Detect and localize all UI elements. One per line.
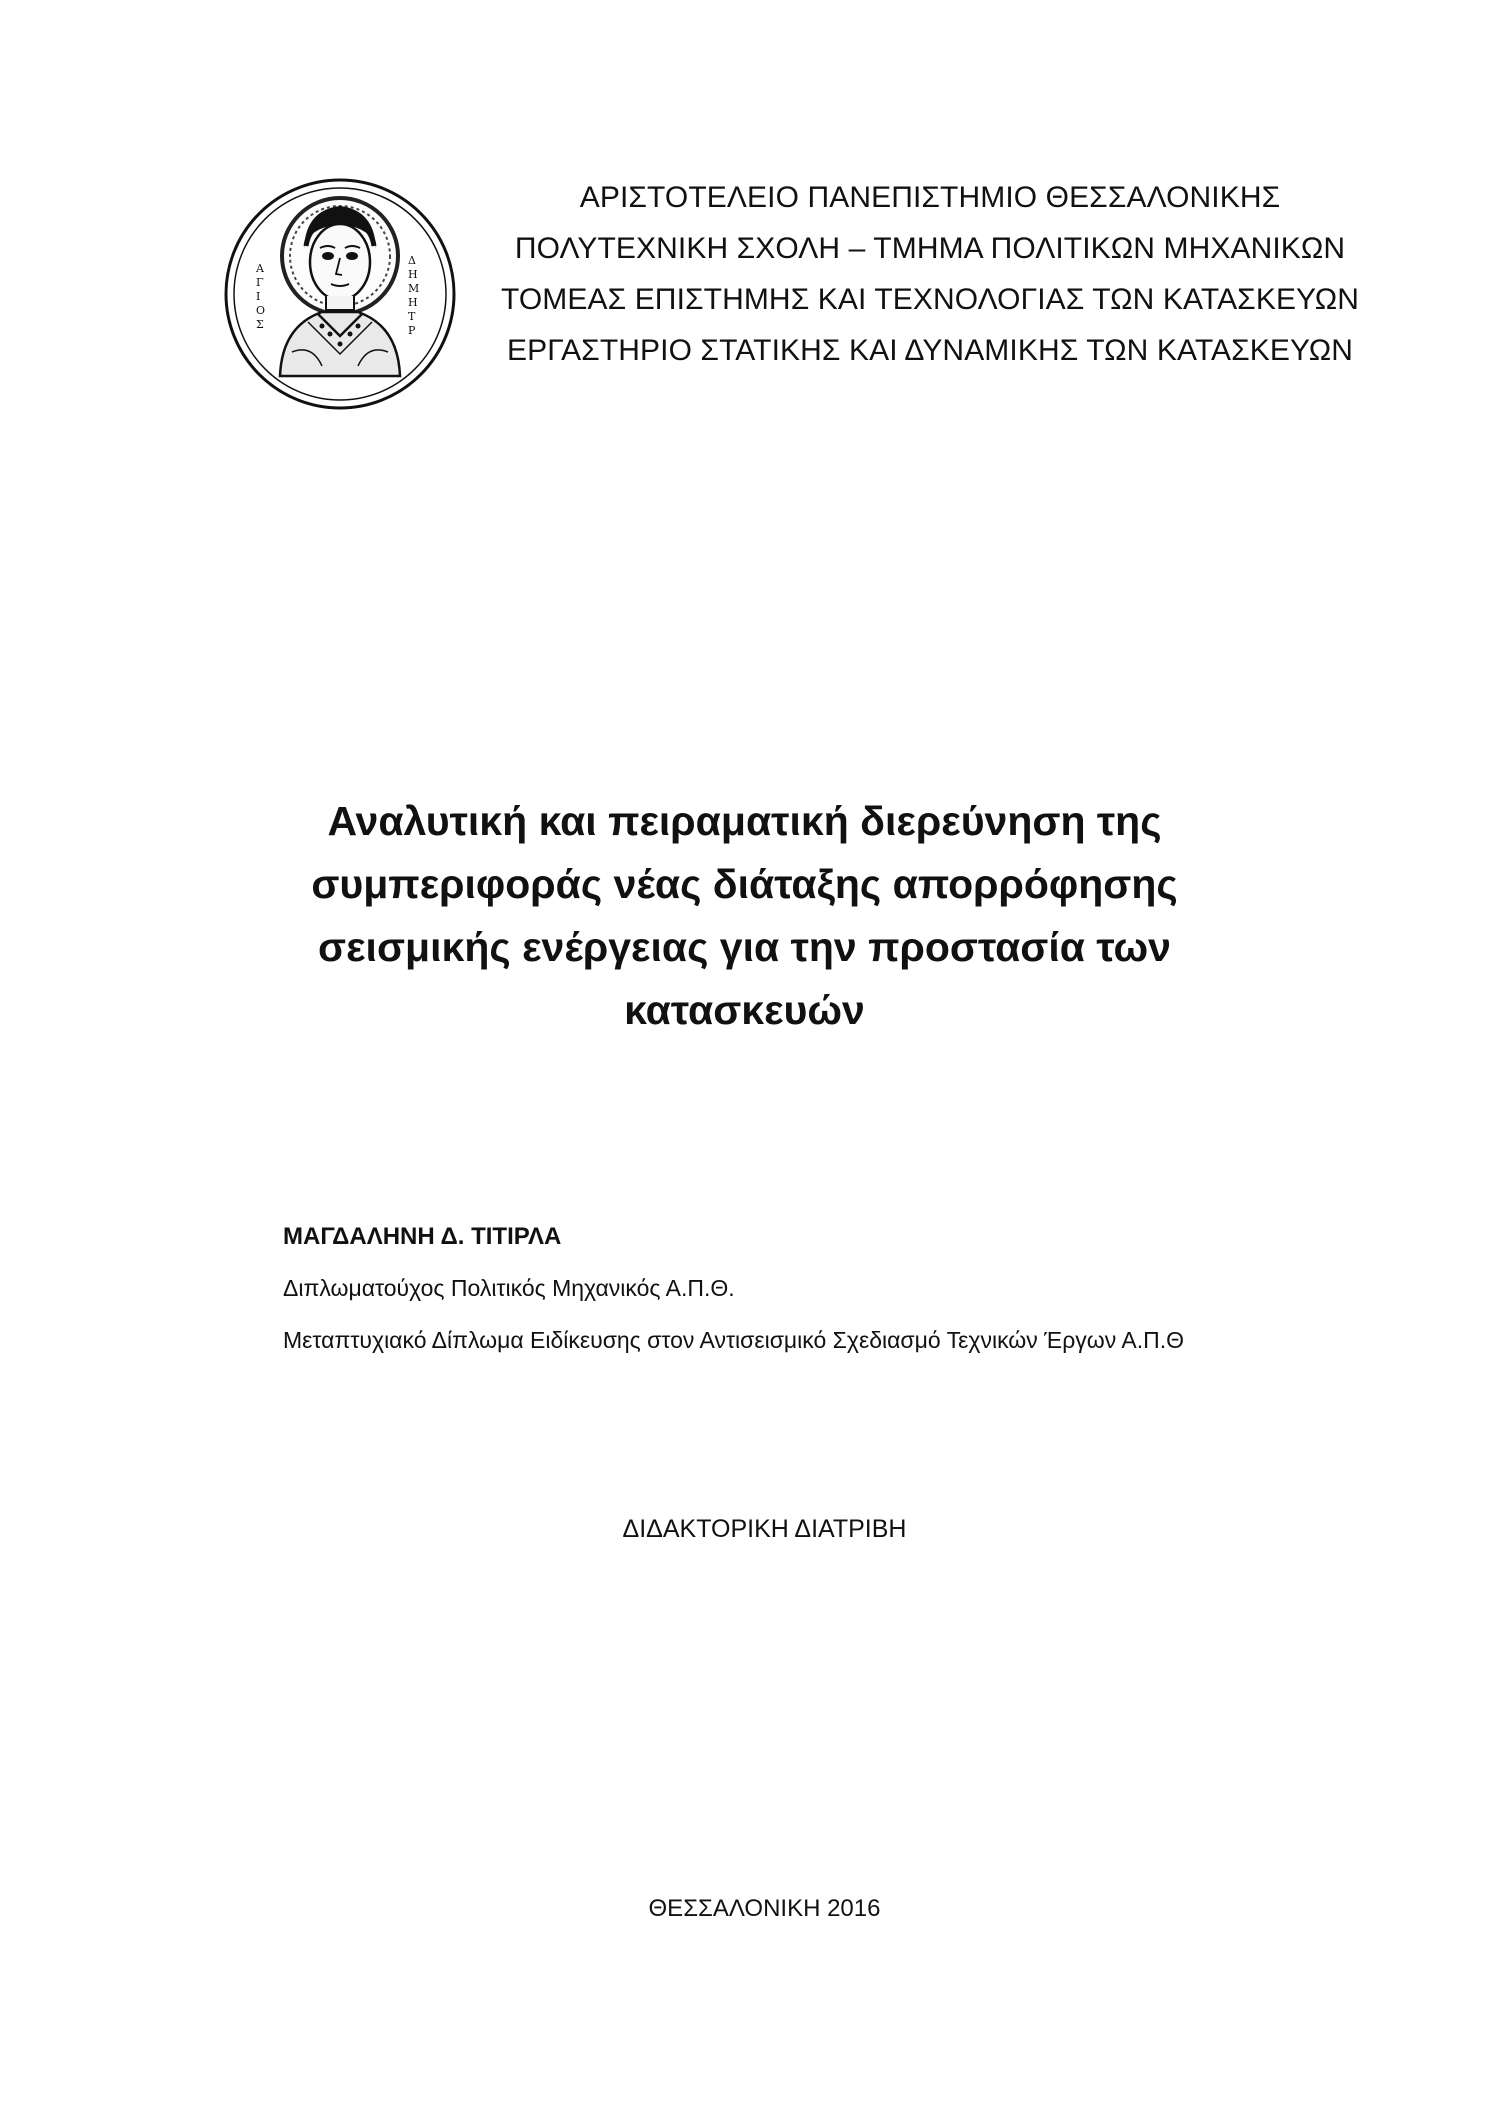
svg-text:Α: Α — [256, 262, 264, 275]
svg-text:Γ: Γ — [256, 276, 264, 289]
university-name: ΑΡΙΣΤΟΤΕΛΕΙΟ ΠΑΝΕΠΙΣΤΗΜΙΟ ΘΕΣΣΑΛΟΝΙΚΗΣ — [579, 181, 1281, 214]
thesis-title — [160, 790, 1329, 1042]
svg-text:Ι: Ι — [256, 290, 261, 303]
svg-text:Μ: Μ — [408, 282, 420, 295]
author-name: ΜΑΓΔΑΛΗΝΗ Δ. ΤΙΤΙΡΛΑ — [283, 1223, 562, 1250]
svg-text:Η: Η — [408, 296, 418, 309]
svg-text:Ρ: Ρ — [408, 324, 416, 337]
laboratory-name: ΕΡΓΑΣΤΗΡΙΟ ΣΤΑΤΙΚΗΣ ΚΑΙ ΔΥΝΑΜΙΚΗΣ ΤΩΝ ΚΑΤΑΣΚΕΥΩΝ — [506, 334, 1353, 367]
author-degree: Διπλωματούχος Πολιτικός Μηχανικός Α.Π.Θ. — [283, 1275, 735, 1301]
svg-text:Η: Η — [408, 268, 418, 281]
author-block — [283, 1220, 1433, 1375]
institution-header — [480, 172, 1380, 376]
svg-text:Σ: Σ — [256, 318, 264, 331]
svg-text:Ο: Ο — [256, 304, 266, 317]
document-type: ΔΙΔΑΚΤΟΡΙΚΗ ΔΙΑΤΡΙΒΗ — [622, 1515, 907, 1543]
title-line: σεισμικής ενέργειας για την προστασία των — [318, 924, 1171, 970]
svg-text:Δ: Δ — [408, 254, 416, 267]
author-masters-degree: Μεταπτυχιακό Δίπλωμα Ειδίκευσης στον Αντισεισμικό Σχεδιασμό Τεχνικών Έργων Α.Π.Θ — [283, 1327, 1184, 1353]
division-name: ΤΟΜΕΑΣ ΕΠΙΣΤΗΜΗΣ ΚΑΙ ΤΕΧΝΟΛΟΓΙΑΣ ΤΩΝ ΚΑΤΑΣΚΕΥΩΝ — [500, 283, 1360, 316]
university-seal-icon — [222, 176, 458, 412]
title-line: κατασκευών — [624, 987, 865, 1033]
place-and-year: ΘΕΣΣΑΛΟΝΙΚΗ 2016 — [648, 1895, 881, 1922]
title-line: συμπεριφοράς νέας διάταξης απορρόφησης — [311, 861, 1178, 907]
svg-text:Τ: Τ — [408, 310, 416, 323]
title-line: Αναλυτική και πειραματική διερεύνηση της — [327, 798, 1162, 844]
school-department: ΠΟΛΥΤΕΧΝΙΚΗ ΣΧΟΛΗ – ΤΜΗΜΑ ΠΟΛΙΤΙΚΩΝ ΜΗΧΑΝΙΚΩΝ — [514, 232, 1346, 265]
